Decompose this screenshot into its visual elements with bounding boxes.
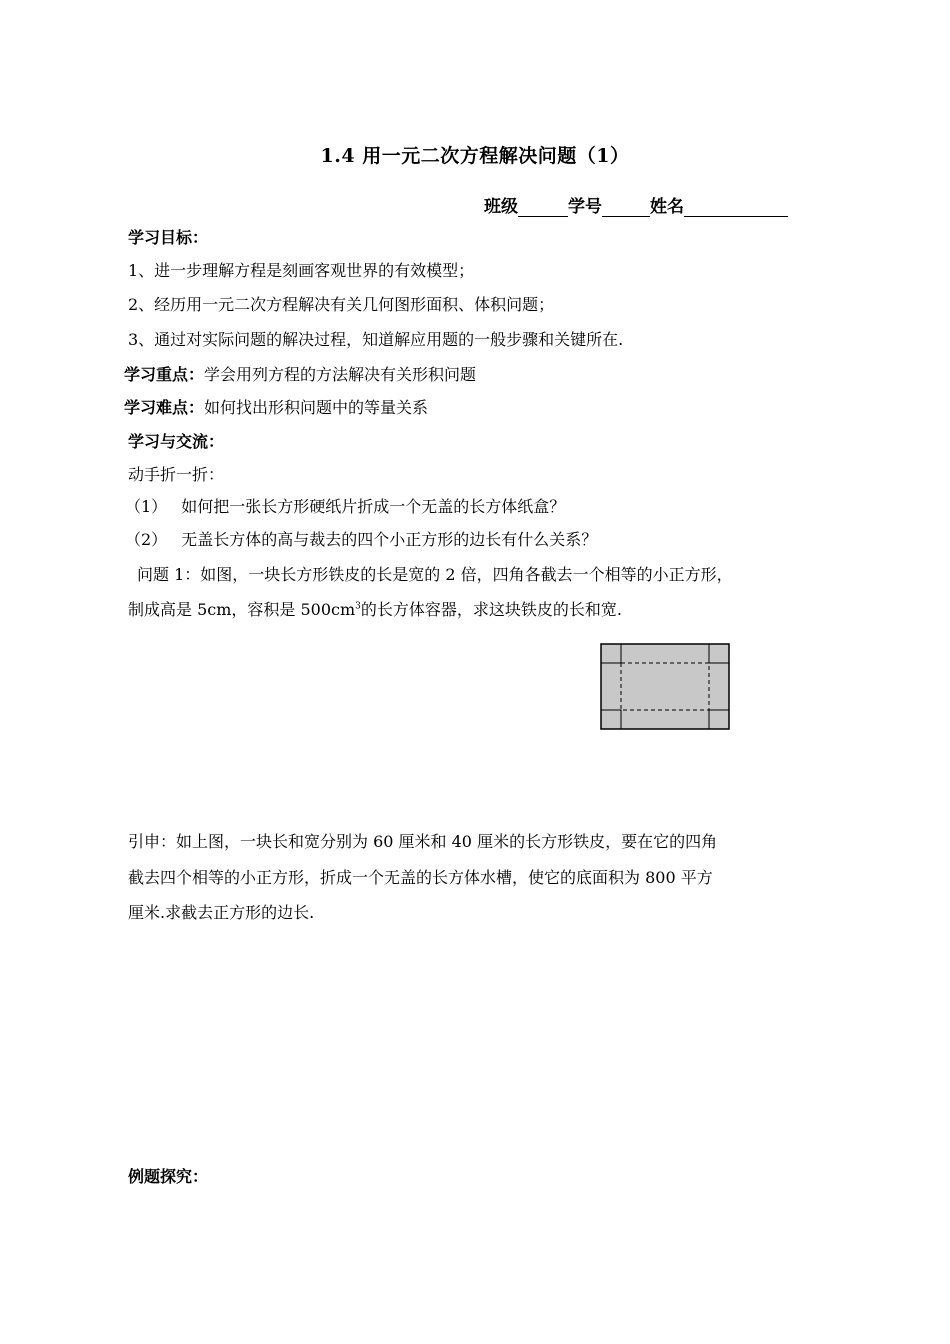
- question-1-text: 如何把一张长方形硬纸片折成一个无盖的长方体纸盒？: [181, 497, 566, 516]
- class-blank[interactable]: [518, 198, 568, 217]
- number-label: 学号: [568, 197, 602, 217]
- problem1-line-2-b: 的长方体容器，求这块铁皮的长和宽.: [360, 600, 622, 619]
- name-label: 姓名: [650, 197, 684, 217]
- difficulty-text: 如何找出形积问题中的等量关系: [204, 398, 429, 417]
- activity-label: 动手折一折：: [128, 465, 225, 484]
- question-2-number: （2）: [125, 530, 168, 549]
- problem1-line-1: 问题 1：如图，一块长方形铁皮的长是宽的 2 倍，四角各截去一个相等的小正方形，: [137, 565, 733, 584]
- extension-line-2: 截去四个相等的小正方形，折成一个无盖的长方体水槽，使它的底面积为 800 平方: [128, 868, 713, 887]
- name-blank[interactable]: [684, 198, 788, 217]
- question-2: [125, 530, 597, 550]
- key-point-label: 学习重点：: [124, 365, 205, 384]
- problem1-line-2: [128, 600, 622, 620]
- iron-sheet-figure: [600, 643, 730, 730]
- objective-item-3: 3、通过对实际问题的解决过程，知道解应用题的一般步骤和关键所在.: [128, 330, 624, 349]
- sheet-rect: [601, 644, 729, 729]
- page-title: 1.4 用一元二次方程解决问题（1）: [320, 145, 630, 167]
- objective-item-1: 1、进一步理解方程是刻画客观世界的有效模型；: [128, 261, 475, 280]
- objectives-heading: 学习目标：: [128, 228, 209, 247]
- extension-line-3: 厘米.求截去正方形的边长.: [128, 903, 315, 922]
- example-heading: 例题探究：: [128, 1167, 209, 1186]
- number-blank[interactable]: [602, 198, 650, 217]
- difficulty-line: [124, 398, 428, 418]
- exchange-heading: 学习与交流：: [128, 432, 225, 451]
- question-1-number: （1）: [125, 497, 168, 516]
- class-label: 班级: [484, 197, 518, 217]
- key-point-line: [124, 365, 476, 385]
- difficulty-label: 学习难点：: [124, 398, 205, 417]
- student-info-line: [484, 192, 788, 217]
- cubic-superscript: 3: [355, 601, 361, 612]
- key-point-text: 学会用列方程的方法解决有关形积问题: [204, 365, 477, 384]
- extension-line-1: 引申：如上图，一块长和宽分别为 60 厘米和 40 厘米的长方形铁皮，要在它的四角: [128, 832, 718, 851]
- problem1-line-2-a: 制成高是 5cm，容积是 500cm: [128, 600, 356, 619]
- objective-item-2: 2、经历用一元二次方程解决有关几何图形面积、体积问题；: [128, 295, 555, 314]
- question-2-text: 无盖长方体的高与裁去的四个小正方形的边长有什么关系？: [181, 530, 598, 549]
- question-1: [125, 497, 565, 517]
